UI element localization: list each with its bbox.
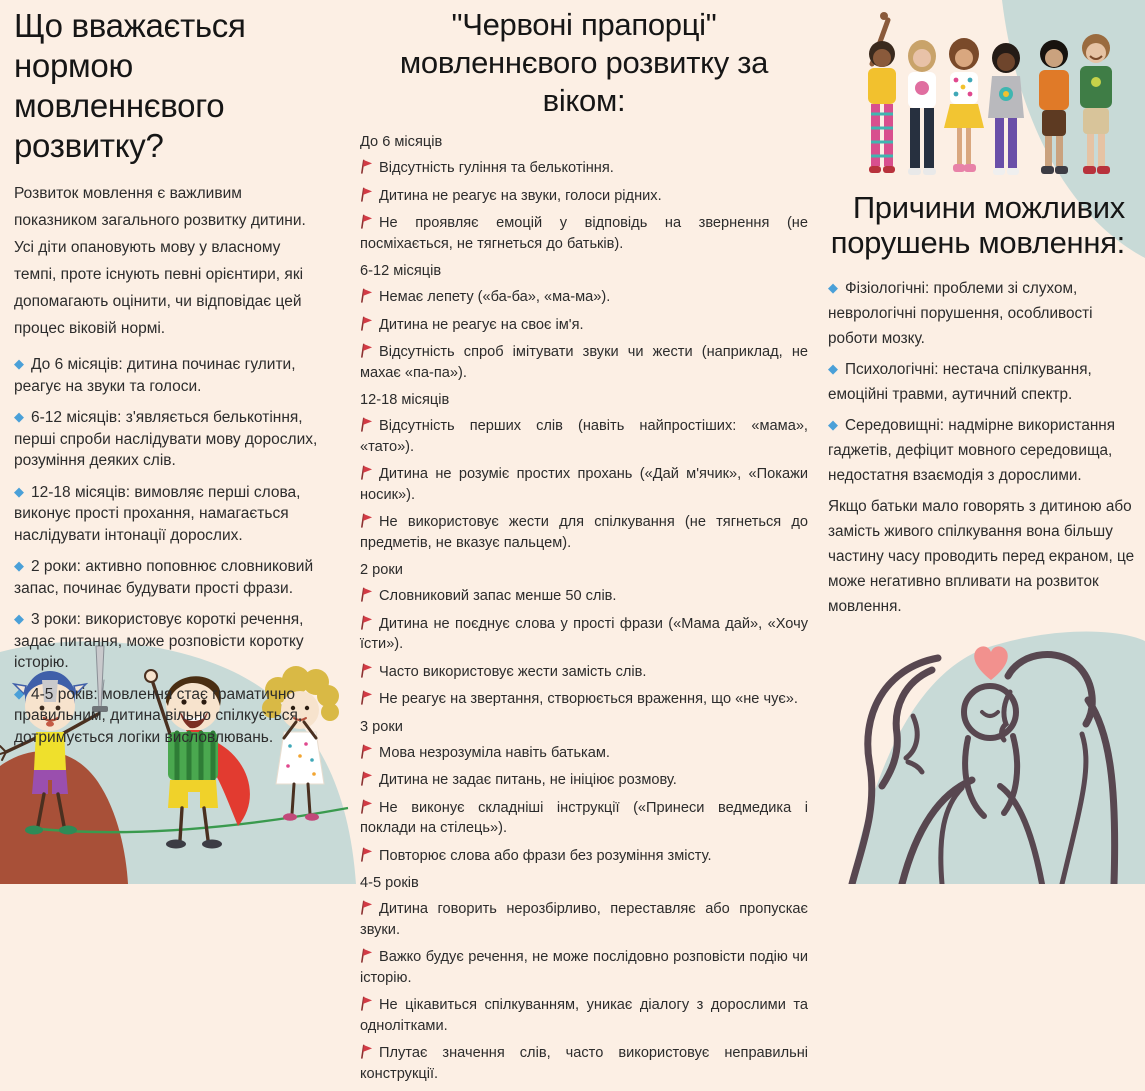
red-flag-icon: [360, 663, 373, 678]
age-group-label: До 6 місяців: [360, 134, 443, 150]
diamond-icon: ◆: [14, 558, 24, 573]
diamond-icon: ◆: [828, 361, 838, 376]
red-flag-icon: [360, 587, 373, 602]
age-group-label: 3 роки: [360, 718, 403, 735]
diamond-icon: ◆: [14, 685, 24, 701]
red-flag-icon: [360, 465, 373, 480]
age-group-items: [360, 586, 808, 710]
photo-kid-gray-tunic: [988, 43, 1024, 175]
list-item: Не реагує на звертання, створюється враження, що «не чує».: [360, 689, 808, 710]
age-group-items: [360, 416, 808, 553]
red-flag-icon: [360, 799, 373, 814]
list-item: ◆ 12-18 місяців: вимовляє перші слова, виконує прості прохання, намагається наслідувати інтонації дорослих.: [14, 482, 322, 547]
red-flag-icon: [360, 513, 373, 528]
age-group: [360, 261, 808, 383]
photo-kid-white-tee: [908, 40, 936, 175]
list-item: ◆ Фізіологічні: проблеми зі слухом, неврологічні порушення, особливості роботи мозку.: [828, 276, 1135, 351]
age-group-items: [360, 899, 808, 1084]
age-group-label: 6-12 місяців: [360, 263, 442, 279]
list-item: Не використовує жести для спілкування (не тягнеться до предметів, не вказує пальцем).: [360, 514, 808, 551]
red-flag-icon: [360, 900, 373, 915]
age-group-label: 4-5 років: [360, 875, 419, 891]
list-item: ◆ До 6 місяців: дитина починає гулити, реагує на звуки та голоси.: [14, 354, 322, 397]
left-column: [14, 6, 322, 758]
right-column: [828, 190, 1135, 619]
list-item: Не проявляє емоцій у відповідь на звернення (не посміхається, не тягнеться до батьків).: [360, 215, 808, 252]
age-group: [360, 717, 808, 867]
age-group: [360, 560, 808, 710]
age-group: [360, 873, 808, 1084]
list-item: Відсутність спроб імітувати звуки чи жести (наприклад, не махає «па-па»).: [360, 344, 808, 381]
age-group: [360, 132, 808, 254]
diamond-icon: ◆: [14, 409, 24, 424]
age-group-label: 12-18 місяців: [360, 392, 450, 408]
red-flag-icon: [360, 214, 373, 229]
photo-kid-green-shirt: [1080, 34, 1112, 174]
list-item: Дитина не реагує на звуки, голоси рідних.: [360, 186, 808, 207]
list-item: ◆ 3 роки: використовує короткі речення, задає питання, може розповісти коротку історію.: [14, 609, 322, 674]
red-flag-icon: [360, 771, 373, 786]
diamond-icon: ◆: [828, 280, 838, 295]
photo-kid-orange-shirt: [1039, 40, 1069, 174]
red-flag-icon: [360, 343, 373, 358]
list-item: Дитина не реагує на своє ім'я.: [360, 315, 808, 336]
diamond-icon: ◆: [828, 417, 838, 432]
list-item: ◆ 6-12 місяців: з'являється белькотіння, перші спроби наслідувати мову дорослих, розуміння деяких слів.: [14, 407, 322, 472]
family-line-art: [840, 630, 1145, 884]
list-item: Не цікавиться спілкуванням, уникає діалогу з дорослими та однолітками.: [360, 997, 808, 1034]
list-item: ◆ 2 роки: активно поповнює словниковий запас, починає будувати прості фрази.: [14, 556, 322, 599]
list-item: Відсутність гуління та белькотіння.: [360, 158, 808, 179]
red-flag-icon: [360, 159, 373, 174]
list-item: Дитина говорить нерозбірливо, переставляє або пропускає звуки.: [360, 901, 808, 938]
list-item: ◆ 4-5 років: мовлення стає граматично правильним, дитина вільно спілкується, дотримується логіки висловлювань.: [14, 684, 322, 749]
red-flag-icon: [360, 187, 373, 202]
photo-kid-yellow-shirt: [868, 12, 896, 173]
right-title: Причини можливих порушень мовлення:: [830, 190, 1125, 260]
list-item: Відсутність перших слів (навіть найпростіших: «мама», «тато»).: [360, 418, 808, 455]
list-item: Плутає значення слів, часто використовує неправильні конструкції.: [360, 1045, 808, 1082]
list-item: Словниковий запас менше 50 слів.: [360, 586, 808, 607]
red-flag-icon: [360, 417, 373, 432]
children-group-photo: [858, 6, 1130, 194]
list-item: Дитина не задає питань, не ініціює розмову.: [360, 770, 808, 791]
causes-list: [828, 276, 1135, 488]
middle-column: [360, 2, 808, 1091]
photo-kid-yellow-skirt: [944, 38, 984, 172]
right-note: Якщо батьки мало говорять з дитиною або замість живого спілкування вона більшу частину часу проводить перед екраном, це може негативно впливати на розвиток мовлення.: [828, 498, 1135, 615]
left-intro: Розвиток мовлення є важливим показником загального розвитку дитини. Усі діти опановують мову у власному темпі, проте існують певні орієнтири, які допомагають оцінити, чи відповідає цей процес віковій нормі.: [14, 185, 306, 337]
list-item: ◆ Психологічні: нестача спілкування, емоційні травми, аутичний спектр.: [828, 357, 1135, 407]
left-milestones-list: [14, 354, 322, 748]
red-flag-icon: [360, 744, 373, 759]
red-flag-icon: [360, 288, 373, 303]
red-flag-icon: [360, 948, 373, 963]
age-group: [360, 390, 808, 553]
red-flag-icon: [360, 996, 373, 1011]
age-group-items: [360, 158, 808, 254]
red-flag-icon: [360, 847, 373, 862]
red-flags-list: [360, 132, 808, 1084]
red-flag-icon: [360, 1044, 373, 1059]
list-item: Важко будує речення, не може послідовно розповісти подію чи історію.: [360, 949, 808, 986]
red-flag-icon: [360, 615, 373, 630]
red-flag-icon: [360, 690, 373, 705]
list-item: Дитина не поєднує слова у прості фрази («Мама дай», «Хочу їсти»).: [360, 615, 808, 652]
list-item: ◆ Середовищні: надмірне використання гаджетів, дефіцит мовного середовища, недостатня взаємодія з дорослими.: [828, 413, 1135, 488]
left-title: Що вважається нормою мовленнєвого розвитку?: [14, 7, 246, 164]
age-group-items: [360, 743, 808, 867]
heart-icon: [974, 646, 1008, 680]
diamond-icon: ◆: [14, 356, 24, 371]
list-item: Немає лепету («ба-ба», «ма-ма»).: [360, 287, 808, 308]
age-group-items: [360, 287, 808, 383]
diamond-icon: ◆: [14, 611, 24, 626]
middle-title: "Червоні прапорці" мовленнєвого розвитку за віком:: [399, 7, 769, 118]
list-item: Мова незрозуміла навіть батькам.: [360, 743, 808, 764]
list-item: Не виконує складніші інструкції («Принеси ведмедика і поклади на стілець»).: [360, 799, 808, 836]
list-item: Повторює слова або фрази без розуміння змісту.: [360, 846, 808, 867]
list-item: Дитина не розуміє простих прохань («Дай м'ячик», «Покажи носик»).: [360, 466, 808, 503]
list-item: Часто використовує жести замість слів.: [360, 662, 808, 683]
age-group-label: 2 роки: [360, 562, 403, 578]
diamond-icon: ◆: [14, 483, 24, 499]
red-flag-icon: [360, 316, 373, 331]
